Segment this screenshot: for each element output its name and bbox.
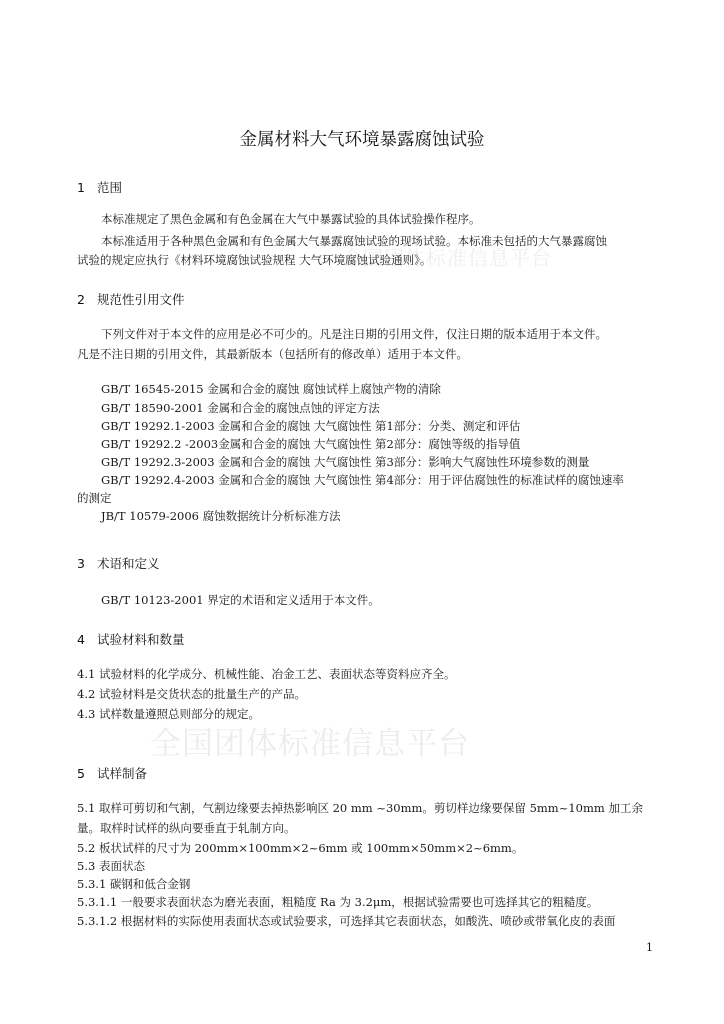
clause-item: 5.2 板状试样的尺寸为 200mm×100mm×2~6mm 或 100mm×50mm×2~6mm。 (77, 841, 524, 855)
clause-item: 4.3 试样数量遵照总则部分的规定。 (77, 707, 260, 721)
paragraph: 本标准适用于各种黑色金属和有色金属大气暴露腐蚀试验的现场试验。本标准未包括的大气暴露腐蚀 (101, 234, 607, 248)
section-heading (77, 764, 147, 782)
page-number: 1 (646, 941, 653, 954)
reference-item: GB/T 19292.3-2003 金属和合金的腐蚀 大气腐蚀性 第3部分：影响大气腐蚀性环境参数的测量 (101, 455, 590, 469)
section-heading (77, 290, 185, 308)
section-title: 术语和定义 (97, 556, 160, 571)
clause-item: 5.3.1.2 根据材料的实际使用表面状态或试验要求，可选择其它表面状态，如酸洗、喷砂或带氧化皮的表面 (77, 914, 616, 928)
section-title: 范围 (97, 180, 123, 195)
clause-item: 4.1 试验材料的化学成分、机械性能、冶金工艺、表面状态等资料应齐全。 (77, 667, 456, 681)
clause-item: 5.3 表面状态 (77, 859, 145, 873)
reference-item: GB/T 19292.2 -2003金属和合金的腐蚀 大气腐蚀性 第2部分：腐蚀等级的指导值 (101, 437, 521, 451)
section-title: 试样制备 (97, 766, 148, 781)
clause-item: 量。取样时试样的纵向要垂直于轧制方向。 (77, 821, 296, 835)
clause-item: 5.1 取样可剪切和气割，气割边缘要去掉热影响区 20 mm ~30mm。剪切样边缘要保留 5mm~10mm 加工余 (77, 801, 643, 815)
reference-item: GB/T 19292.4-2003 金属和合金的腐蚀 大气腐蚀性 第4部分：用于评估腐蚀性的标准试样的腐蚀速率 (101, 473, 624, 487)
reference-item: GB/T 18590-2001 金属和合金的腐蚀点蚀的评定方法 (101, 401, 380, 415)
section-heading (77, 630, 185, 648)
section-number: 2 (77, 292, 85, 307)
section-title: 规范性引用文件 (97, 292, 185, 307)
paragraph: 本标准规定了黑色金属和有色金属在大气中暴露试验的具体试验操作程序。 (101, 212, 481, 226)
section-number: 5 (77, 766, 85, 781)
clause-item: 5.3.1 碳钢和低合金钢 (77, 877, 191, 891)
section-number: 1 (77, 180, 85, 195)
section-number: 3 (77, 556, 85, 571)
document-title: 金属材料大气环境暴露腐蚀试验 (239, 130, 485, 150)
paragraph: 下列文件对于本文件的应用是必不可少的。凡是注日期的引用文件，仅注日期的版本适用于本文件。 (101, 327, 607, 341)
reference-item: 的测定 (77, 491, 112, 505)
clause-item: 4.2 试验材料是交货状态的批量生产的产品。 (77, 687, 306, 701)
reference-item: GB/T 19292.1-2003 金属和合金的腐蚀 大气腐蚀性 第1部分：分类、测定和评估 (101, 419, 521, 433)
paragraph: GB/T 10123-2001 界定的术语和定义适用于本文件。 (101, 593, 380, 607)
watermark: 全国团体标准信息平台 (150, 726, 470, 762)
section-heading (77, 554, 160, 572)
section-heading (77, 178, 122, 196)
paragraph: 凡是不注日期的引用文件，其最新版本（包括所有的修改单）适用于本文件。 (77, 347, 468, 361)
clause-item: 5.3.1.1 一般要求表面状态为磨光表面，粗糙度 Ra 为 3.2μm，根据试验需要也可选择其它的粗糙度。 (77, 895, 599, 909)
paragraph: 试验的规定应执行《材料环境腐蚀试验规程 大气环境腐蚀试验通则》。 (77, 253, 432, 267)
reference-item: JB/T 10579-2006 腐蚀数据统计分析标准方法 (101, 509, 341, 523)
section-title: 试验材料和数量 (97, 632, 185, 647)
reference-item: GB/T 16545-2015 金属和合金的腐蚀 腐蚀试样上腐蚀产物的清除 (101, 382, 441, 396)
section-number: 4 (77, 632, 85, 647)
watermark: 全国团体标准信息平台 (342, 246, 552, 270)
